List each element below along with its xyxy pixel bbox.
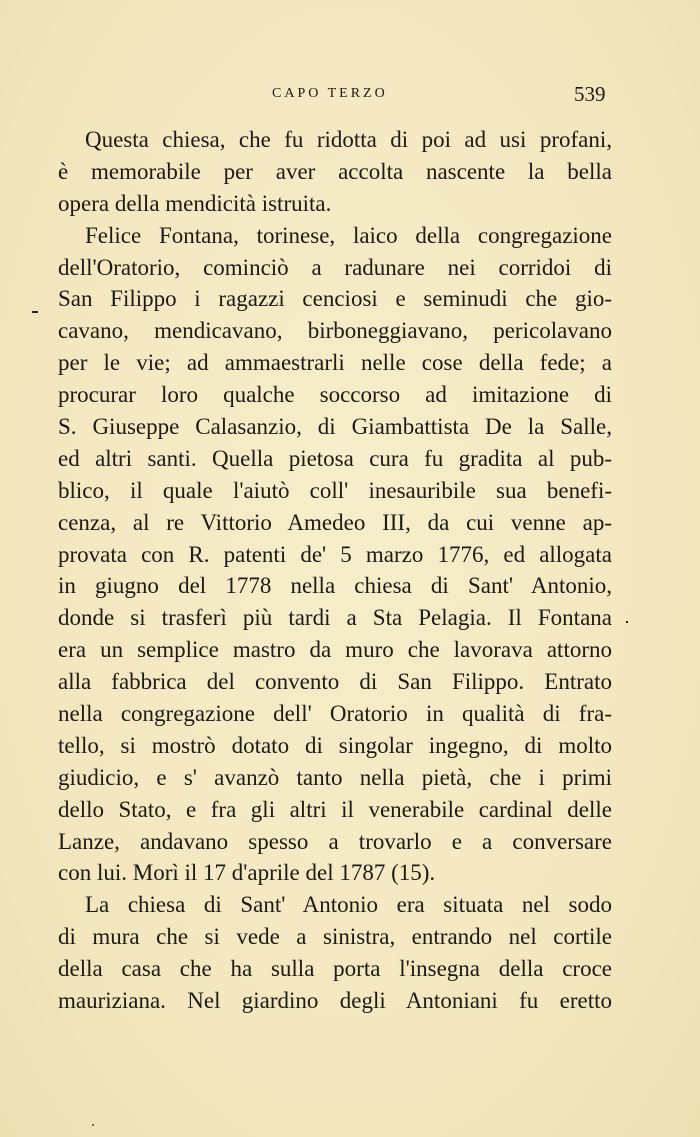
text-line: tello, si mostrò dotato di singolar ingegno, di molto <box>58 732 612 758</box>
running-title: CAPO TERZO <box>272 86 388 101</box>
text-line: in giugno del 1778 nella chiesa di Sant' Antonio, <box>58 573 612 599</box>
text-line: cavano, mendicavano, birboneggiavano, pericolavano <box>58 318 612 344</box>
text-line: nella congregazione dell' Oratorio in qualità di fra- <box>58 701 612 727</box>
text-line: dell'Oratorio, cominciò a radunare nei corridoi di <box>58 254 612 280</box>
text-line: cenza, al re Vittorio Amedeo III, da cui venne ap- <box>58 509 612 535</box>
text-line: San Filippo i ragazzi cenciosi e seminudi che gio- <box>58 286 612 312</box>
text-line: provata con R. patenti de' 5 marzo 1776, ed allogata <box>58 541 612 567</box>
text-line: della casa che ha sulla porta l'insegna della croce <box>58 956 612 982</box>
text-line: di mura che si vede a sinistra, entrando nel cortile <box>58 924 612 950</box>
margin-mark-bottom <box>92 1124 94 1126</box>
text-line: alla fabbrica del convento di San Filippo. Entrato <box>58 669 612 695</box>
body-text <box>58 124 612 1017</box>
running-head <box>0 82 700 110</box>
margin-mark-left <box>32 311 38 313</box>
text-line: per le vie; ad ammaestrarli nelle cose della fede; a <box>58 350 612 376</box>
text-line: S. Giuseppe Calasanzio, di Giambattista De la Salle, <box>58 414 612 440</box>
text-line: blico, il quale l'aiutò coll' inesauribile sua benefi- <box>58 477 612 503</box>
text-line: era un semplice mastro da muro che lavorava attorno <box>58 637 612 663</box>
text-line: ed altri santi. Quella pietosa cura fu gradita al pub- <box>58 445 612 471</box>
text-line: opera della mendicità istruita. <box>58 190 332 216</box>
text-line: dello Stato, e fra gli altri il venerabile cardinal delle <box>58 796 612 822</box>
page-number: 539 <box>574 82 606 106</box>
text-line: è memorabile per aver accolta nascente la bella <box>58 158 612 184</box>
margin-mark-right <box>626 621 628 623</box>
text-line: La chiesa di Sant' Antonio era situata nel sodo <box>85 892 612 918</box>
text-line: Questa chiesa, che fu ridotta di poi ad usi profani, <box>85 127 612 152</box>
text-line: procurar loro qualche soccorso ad imitazione di <box>58 382 612 408</box>
text-line: donde si trasferì più tardi a Sta Pelagia. Il Fontana <box>58 605 612 631</box>
text-line: Felice Fontana, torinese, laico della congregazione <box>85 222 612 248</box>
text-line: con lui. Morì il 17 d'aprile del 1787 (15). <box>58 860 436 886</box>
text-line: Lanze, andavano spesso a trovarlo e a conversare <box>58 828 612 854</box>
text-line: giudicio, e s' avanzò tanto nella pietà, che i primi <box>58 764 612 790</box>
text-line: mauriziana. Nel giardino degli Antoniani fu eretto <box>58 988 612 1014</box>
